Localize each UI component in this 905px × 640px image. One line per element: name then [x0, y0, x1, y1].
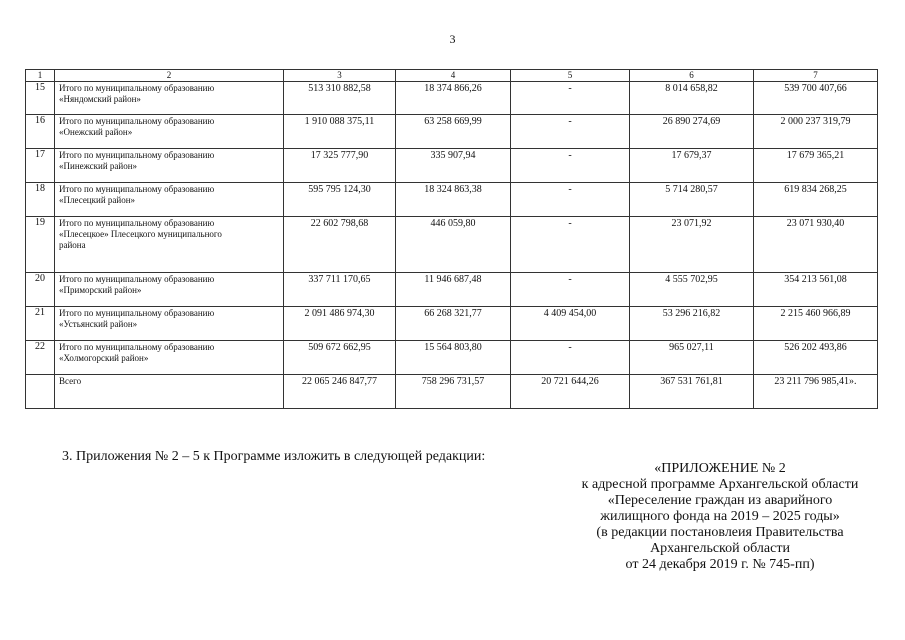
municipality-name: [55, 149, 284, 183]
value-c7: 354 213 561,08: [754, 273, 878, 307]
value-c7: 619 834 268,25: [754, 183, 878, 217]
value-c7: 17 679 365,21: [754, 149, 878, 183]
value-c3: 2 091 486 974,30: [284, 307, 396, 341]
row-number: 21: [26, 307, 55, 341]
row-number: 17: [26, 149, 55, 183]
municipality-name-line: «Холмогорский район»: [59, 353, 149, 363]
value-c4: 335 907,94: [396, 149, 511, 183]
municipality-name-line: «Пинежский район»: [59, 161, 138, 171]
value-c3: 1 910 088 375,11: [284, 115, 396, 149]
municipality-name-line: «Плесецкое» Плесецкого муниципального: [59, 229, 222, 239]
header-cell: 6: [630, 70, 754, 82]
municipality-name: [55, 307, 284, 341]
value-c6: 367 531 761,81: [630, 375, 754, 409]
table-row: [26, 307, 878, 341]
municipality-name-line: Итого по муниципальному образованию: [59, 342, 215, 352]
value-c3: 337 711 170,65: [284, 273, 396, 307]
value-c5: -: [511, 82, 630, 115]
value-c5: -: [511, 183, 630, 217]
value-c6: 5 714 280,57: [630, 183, 754, 217]
value-c3: 22 602 798,68: [284, 217, 396, 273]
table-row: [26, 341, 878, 375]
value-c6: 26 890 274,69: [630, 115, 754, 149]
row-number: [26, 375, 55, 409]
row-number: 18: [26, 183, 55, 217]
municipality-name-line: Итого по муниципальному образованию: [59, 83, 215, 93]
value-c7: 23 211 796 985,41».: [754, 375, 878, 409]
value-c4: 18 374 866,26: [396, 82, 511, 115]
appendix-line: (в редакции постановлеия Правительства: [596, 525, 844, 540]
municipality-name-line: Итого по муниципальному образованию: [59, 274, 215, 284]
value-c6: 4 555 702,95: [630, 273, 754, 307]
table-row: [26, 115, 878, 149]
appendix-line: Архангельской области: [650, 541, 790, 556]
municipality-name-line: «Онежский район»: [59, 127, 133, 137]
value-c5: -: [511, 149, 630, 183]
value-c4: 15 564 803,80: [396, 341, 511, 375]
table-row: [26, 82, 878, 115]
header-cell: 7: [754, 70, 878, 82]
value-c7: 2 215 460 966,89: [754, 307, 878, 341]
municipality-name-line: «Устьянский район»: [59, 319, 138, 329]
municipality-name-line: Всего: [59, 376, 82, 386]
header-cell: 4: [396, 70, 511, 82]
municipality-name: [55, 183, 284, 217]
value-c4: 63 258 669,99: [396, 115, 511, 149]
value-c5: -: [511, 273, 630, 307]
value-c6: 8 014 658,82: [630, 82, 754, 115]
value-c3: 17 325 777,90: [284, 149, 396, 183]
municipality-name-line: «Плесецкий район»: [59, 195, 136, 205]
table-row: [26, 217, 878, 273]
municipality-name-line: Итого по муниципальному образованию: [59, 184, 215, 194]
value-c5: -: [511, 341, 630, 375]
municipality-name: [55, 217, 284, 273]
value-c5: 4 409 454,00: [511, 307, 630, 341]
page-number: 3: [449, 32, 456, 46]
municipality-name: [55, 115, 284, 149]
value-c5: -: [511, 115, 630, 149]
table-row: [26, 183, 878, 217]
value-c5: -: [511, 217, 630, 273]
value-c4: 446 059,80: [396, 217, 511, 273]
appendix-line: жилищного фонда на 2019 – 2025 годы»: [600, 509, 840, 524]
value-c3: 22 065 246 847,77: [284, 375, 396, 409]
intro-text: 3. Приложения № 2 – 5 к Программе изложить в следующей редакции:: [62, 449, 486, 464]
municipality-name-line: Итого по муниципальному образованию: [59, 218, 215, 228]
value-c4: 758 296 731,57: [396, 375, 511, 409]
municipality-name-line: района: [59, 240, 86, 250]
appendix-line: к адресной программе Архангельской области: [581, 477, 859, 492]
municipality-name-line: Итого по муниципальному образованию: [59, 116, 215, 126]
municipality-name-line: Итого по муниципальному образованию: [59, 150, 215, 160]
row-number: 22: [26, 341, 55, 375]
table-row: [26, 149, 878, 183]
municipality-name: [55, 375, 284, 409]
municipality-name: [55, 341, 284, 375]
header-cell: 5: [511, 70, 630, 82]
row-number: 16: [26, 115, 55, 149]
municipality-name-line: Итого по муниципальному образованию: [59, 308, 215, 318]
value-c5: 20 721 644,26: [511, 375, 630, 409]
value-c7: 2 000 237 319,79: [754, 115, 878, 149]
value-c3: 595 795 124,30: [284, 183, 396, 217]
value-c4: 11 946 687,48: [396, 273, 511, 307]
value-c3: 513 310 882,58: [284, 82, 396, 115]
appendix-line: «Переселение граждан из аварийного: [607, 493, 833, 508]
row-number: 15: [26, 82, 55, 115]
municipality-name-line: «Приморский район»: [59, 285, 142, 295]
value-c4: 66 268 321,77: [396, 307, 511, 341]
table-row: [26, 375, 878, 409]
value-c6: 965 027,11: [630, 341, 754, 375]
value-c7: 539 700 407,66: [754, 82, 878, 115]
row-number: 20: [26, 273, 55, 307]
municipality-name-line: «Няндомский район»: [59, 94, 141, 104]
table-row: [26, 273, 878, 307]
value-c6: 53 296 216,82: [630, 307, 754, 341]
appendix-line: от 24 декабря 2019 г. № 745-пп): [625, 557, 815, 572]
value-c7: 526 202 493,86: [754, 341, 878, 375]
value-c6: 17 679,37: [630, 149, 754, 183]
appendix-line: «ПРИЛОЖЕНИЕ № 2: [654, 461, 786, 476]
value-c6: 23 071,92: [630, 217, 754, 273]
value-c3: 509 672 662,95: [284, 341, 396, 375]
value-c7: 23 071 930,40: [754, 217, 878, 273]
header-cell: 1: [26, 70, 55, 82]
table-header-row: [26, 70, 878, 82]
appendix-heading: [560, 461, 880, 573]
municipality-name: [55, 273, 284, 307]
row-number: 19: [26, 217, 55, 273]
header-cell: 2: [55, 70, 284, 82]
header-cell: 3: [284, 70, 396, 82]
program-table: [25, 69, 878, 409]
municipality-name: [55, 82, 284, 115]
value-c4: 18 324 863,38: [396, 183, 511, 217]
